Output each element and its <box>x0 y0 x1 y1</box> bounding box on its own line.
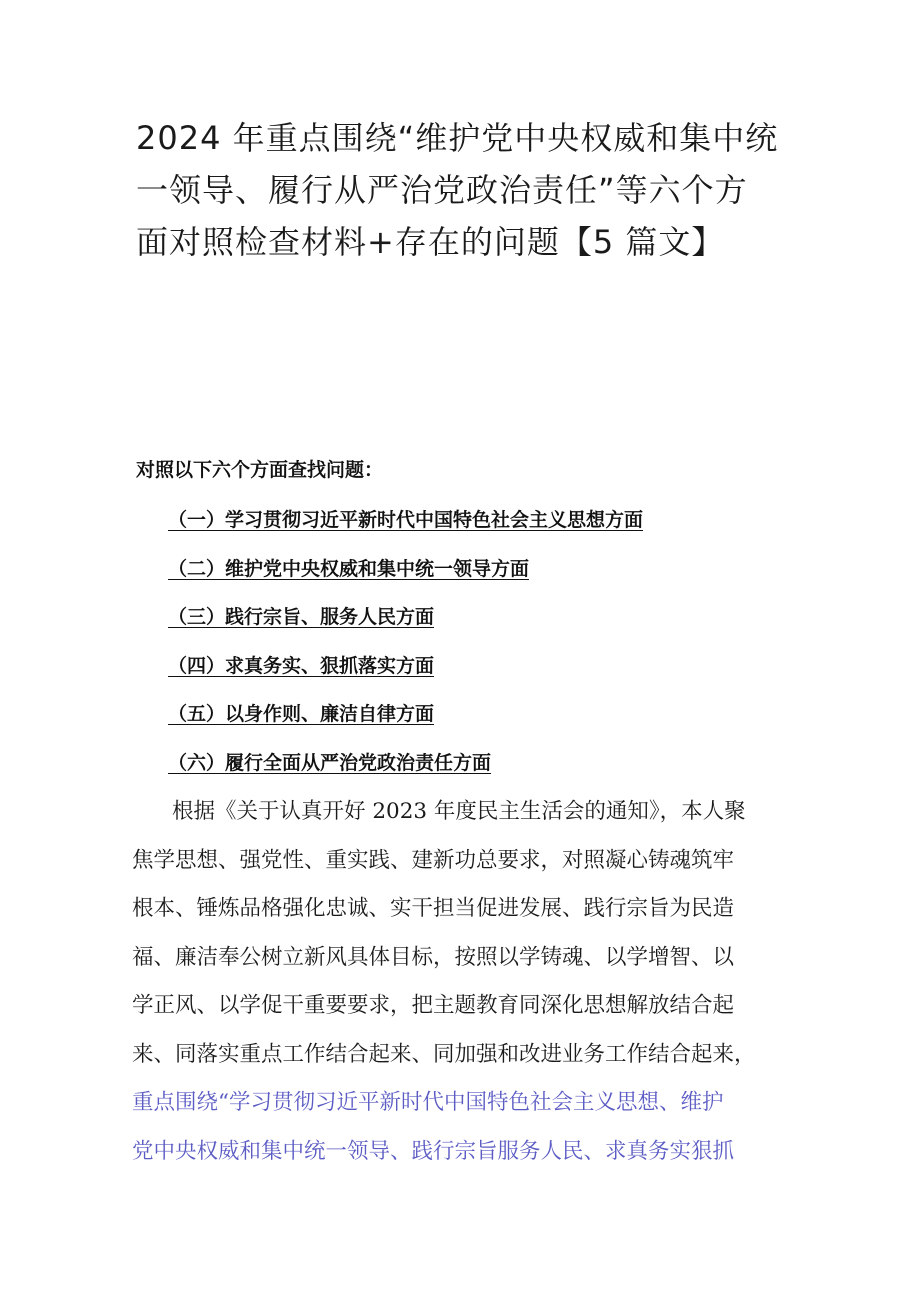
body-line: 根据《关于认真开好 2023 年度民主生活会的通知》，本人聚 <box>172 799 746 824</box>
aspect-label: （一）学习贯彻习近平新时代中国特色社会主义思想方面 <box>168 509 644 531</box>
aspect-label: （四）求真务实、狠抓落实方面 <box>168 654 435 677</box>
aspects-list <box>168 500 643 791</box>
title-line: 2024 年重点围绕“维护党中央权威和集中统 <box>136 119 779 157</box>
aspect-label: （五）以身作则、廉洁自律方面 <box>168 703 435 725</box>
aspect-item <box>168 597 643 646</box>
body-paragraph <box>132 788 802 1176</box>
aspect-label: （三）践行宗旨、服务人民方面 <box>168 606 435 628</box>
aspect-item <box>168 646 643 695</box>
highlighted-body-line: 党中央权威和集中统一领导、践行宗旨服务人民、求真务实狠抓 <box>132 1138 735 1164</box>
body-line: 焦学思想、强党性、重实践、建新功总要求，对照凝心铸魂筑牢 <box>132 847 735 873</box>
aspect-item <box>168 743 643 792</box>
title-line: 一领导、履行从严治党政治责任”等六个方 <box>136 171 748 209</box>
aspect-label: （二）维护党中央权威和集中统一领导方面 <box>168 557 530 580</box>
intro-heading: 对照以下六个方面查找问题： <box>136 459 384 481</box>
aspect-label: （六）履行全面从严治党政治责任方面 <box>168 751 492 774</box>
body-line: 来、同落实重点工作结合起来、同加强和改进业务工作结合起来， <box>132 1041 756 1067</box>
title-line: 面对照检查材料+存在的问题【5 篇文】 <box>136 223 725 261</box>
aspect-item <box>168 500 643 549</box>
highlighted-body-line: 重点围绕“学习贯彻习近平新时代中国特色社会主义思想、维护 <box>132 1090 724 1115</box>
document-title <box>136 112 816 268</box>
body-line: 福、廉洁奉公树立新风具体目标，按照以学铸魂、以学增智、以 <box>132 944 735 970</box>
aspect-item <box>168 549 643 598</box>
aspect-item <box>168 694 643 743</box>
body-line: 学正风、以学促干重要要求，把主题教育同深化思想解放结合起 <box>132 993 735 1018</box>
body-line: 根本、锤炼品格强化忠诚、实干担当促进发展、践行宗旨为民造 <box>132 896 735 921</box>
